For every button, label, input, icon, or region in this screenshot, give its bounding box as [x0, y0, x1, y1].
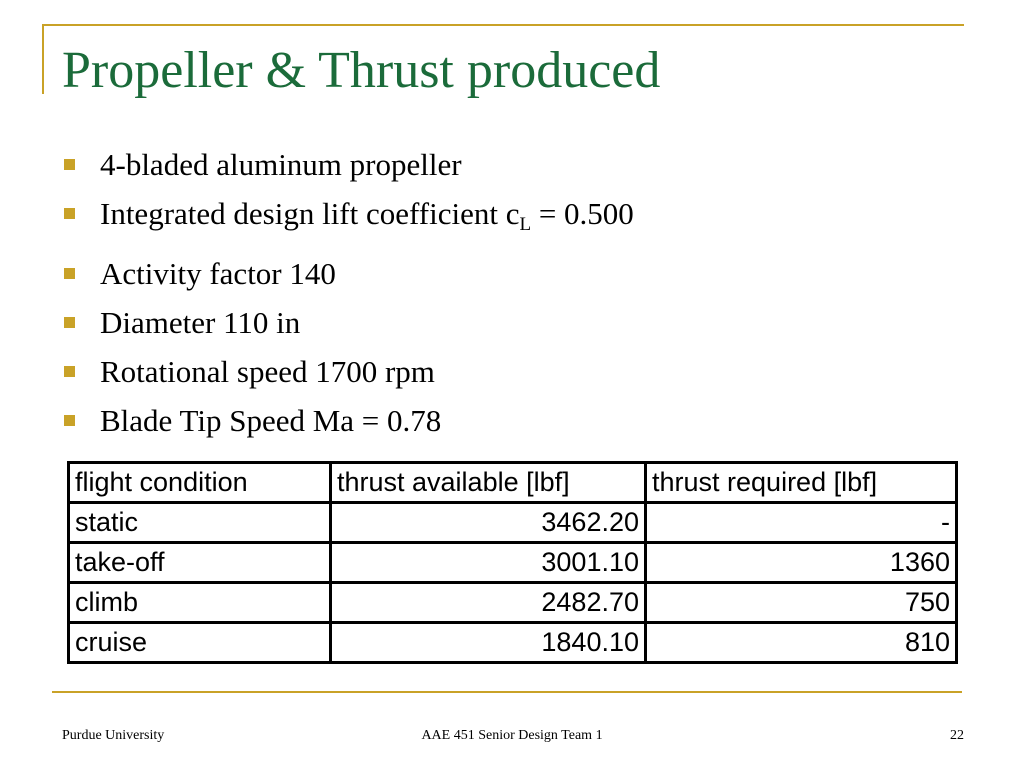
square-bullet-icon	[64, 366, 75, 377]
bullet-item	[64, 249, 634, 298]
table-row	[69, 623, 957, 663]
frame-top-rule	[42, 24, 964, 26]
page-number: 22	[950, 728, 964, 743]
cell-thrust-required: 1360	[646, 543, 957, 583]
bullet-item	[64, 396, 634, 445]
bullet-text: Diameter 110 in	[100, 305, 301, 340]
square-bullet-icon	[64, 208, 75, 219]
bullet-text: Rotational speed 1700 rpm	[100, 354, 435, 389]
cell-flight-condition: climb	[69, 583, 331, 623]
square-bullet-icon	[64, 268, 75, 279]
square-bullet-icon	[64, 317, 75, 328]
bullet-item	[64, 298, 634, 347]
table-row	[69, 543, 957, 583]
table-row	[69, 503, 957, 543]
footer-team: AAE 451 Senior Design Team 1	[421, 728, 603, 743]
footer-organization: Purdue University	[62, 728, 165, 743]
bullet-text: 4-bladed aluminum propeller	[100, 147, 462, 182]
bullet-text-prefix: Integrated design lift coefficient c	[100, 196, 520, 231]
cell-thrust-required: -	[646, 503, 957, 543]
column-header-thrust-available: thrust available [lbf]	[331, 463, 646, 503]
column-header-thrust-required: thrust required [lbf]	[646, 463, 957, 503]
cell-thrust-available: 3462.20	[331, 503, 646, 543]
cell-thrust-available: 2482.70	[331, 583, 646, 623]
bullet-list	[64, 140, 634, 445]
bullet-text: Activity factor 140	[100, 256, 336, 291]
column-header-flight-condition: flight condition	[69, 463, 331, 503]
bullet-text-suffix: = 0.500	[531, 196, 634, 231]
slide-title: Propeller & Thrust produced	[62, 42, 661, 99]
footer-rule	[52, 691, 962, 693]
table-row	[69, 583, 957, 623]
cell-thrust-available: 1840.10	[331, 623, 646, 663]
bullet-item	[64, 140, 634, 189]
bullet-item	[64, 347, 634, 396]
bullet-text: Blade Tip Speed Ma = 0.78	[100, 403, 442, 438]
cell-thrust-available: 3001.10	[331, 543, 646, 583]
cell-flight-condition: static	[69, 503, 331, 543]
cell-flight-condition: cruise	[69, 623, 331, 663]
bullet-text-subscript: L	[519, 214, 532, 235]
table-header-row	[69, 463, 957, 503]
cell-thrust-required: 810	[646, 623, 957, 663]
cell-thrust-required: 750	[646, 583, 957, 623]
bullet-item	[64, 189, 634, 249]
square-bullet-icon	[64, 159, 75, 170]
thrust-table	[67, 461, 958, 664]
frame-left-rule	[42, 24, 44, 94]
cell-flight-condition: take-off	[69, 543, 331, 583]
square-bullet-icon	[64, 415, 75, 426]
